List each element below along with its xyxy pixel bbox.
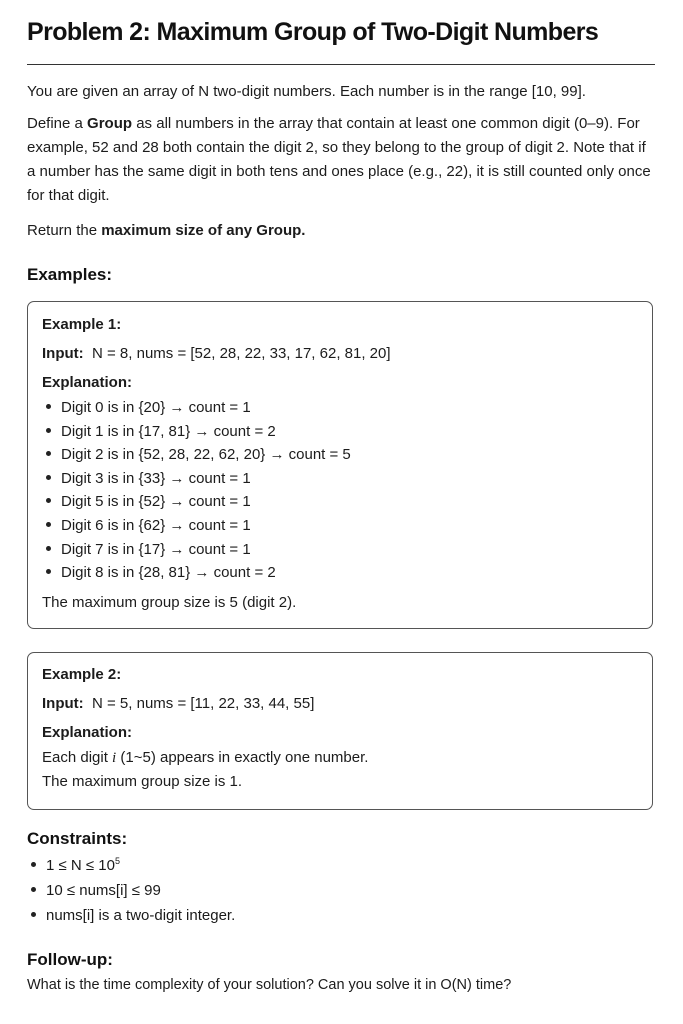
example-1-box — [27, 301, 653, 629]
example-2-input — [42, 695, 314, 712]
list-item: Digit 2 is in {52, 28, 22, 62, 20} → count = 5 — [42, 446, 351, 463]
input-value: N = 8, nums = [52, 28, 22, 33, 17, 62, 81, 20] — [92, 345, 391, 362]
example-2-line-2: The maximum group size is 1. — [42, 773, 243, 790]
list-item: Digit 7 is in {17} → count = 1 — [42, 541, 251, 558]
input-label: Input: — [42, 695, 84, 712]
examples-heading: Examples: — [27, 265, 113, 284]
define-term: Group — [87, 115, 133, 132]
example-1-title: Example 1: — [42, 316, 122, 333]
example-1-conclusion: The maximum group size is 5 (digit 2). — [42, 594, 297, 611]
list-item: Digit 0 is in {20} → count = 1 — [42, 399, 251, 416]
return-bold: maximum size of any Group. — [101, 222, 306, 239]
list-item: $1 \le N \le 10^5$ — [27, 856, 120, 874]
define-prefix: Define a — [27, 115, 88, 132]
list-item: Digit 3 is in {33} → count = 1 — [42, 470, 251, 487]
input-label: Input: — [42, 345, 84, 362]
explanation-label: Explanation: — [42, 724, 133, 741]
list-item: Digit 8 is in {28, 81} → count = 2 — [42, 564, 276, 581]
list-item: Digit 5 is in {52} → count = 1 — [42, 493, 251, 510]
example-2-title: Example 2: — [42, 666, 122, 683]
list-item: Digit 6 is in {62} → count = 1 — [42, 517, 251, 534]
example-1-input — [42, 345, 391, 362]
define-rest: as all numbers in the array that contain at least one common digit (0–9). For example, 52 and 28 both contain the digit 2, so they belong to the group of digit 2. Note that if a number has the same digit in both tens and ones place (e.g., 22), it is still counted only once for that digit. — [27, 115, 651, 204]
followup-heading: Follow-up: — [27, 950, 113, 969]
constraints-heading: Constraints: — [27, 829, 128, 848]
list-item: nums[i] is a two-digit integer. — [27, 907, 235, 924]
list-item: Digit 1 is in {17, 81} → count = 2 — [42, 423, 276, 440]
explanation-label: Explanation: — [42, 374, 133, 391]
title-divider — [27, 64, 655, 65]
input-value: N = 5, nums = [11, 22, 33, 44, 55] — [92, 695, 315, 712]
page-title: Problem 2: Maximum Group of Two-Digit Numbers — [27, 18, 599, 46]
followup-text: What is the time complexity of your solution? Can you solve it in O(N) time? — [27, 977, 512, 993]
example-2-line-1: Each digit i (1~5) appears in exactly one number. — [42, 749, 369, 766]
return-prefix: Return the — [27, 222, 102, 239]
list-item: 10 ≤ nums[i] ≤ 99 — [27, 882, 161, 899]
group-definition — [27, 112, 652, 208]
return-statement — [27, 219, 652, 243]
intro-line: You are given an array of N two-digit numbers. Each number is in the range [10, 99]. — [27, 83, 586, 100]
example-2-box — [27, 652, 653, 810]
